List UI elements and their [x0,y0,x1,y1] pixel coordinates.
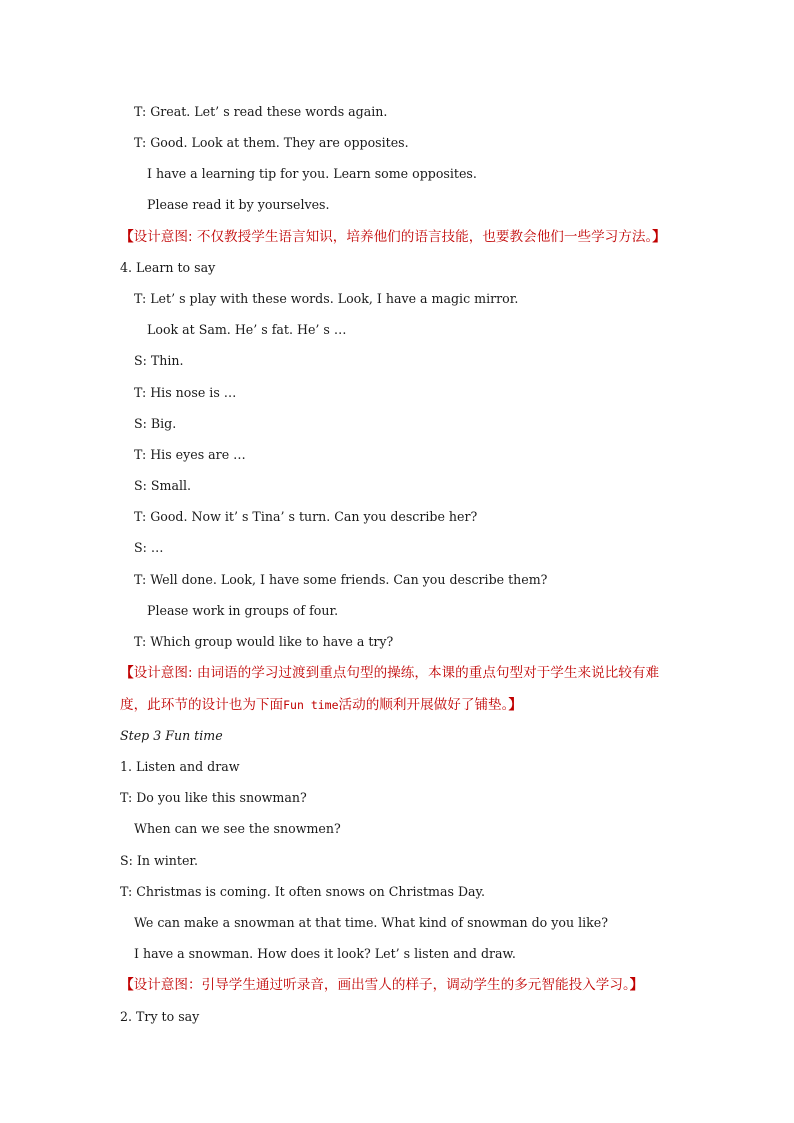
step-heading: Step 3 Fun time [120,728,223,743]
dialogue-line: S: Big. [134,416,177,431]
note-open-bracket: 【 [120,977,134,993]
section-heading: 4. Learn to say [120,260,216,275]
note-text: 设计意图: 由词语的学习过渡到重点句型的操练，本课的重点句型对于学生来说比较有难 [133,665,660,681]
dialogue-line: I have a snowman. How does it look? Let’ s listen and draw. [134,946,516,961]
design-intent-note [120,976,643,994]
dialogue-line: Please read it by yourselves. [147,197,330,212]
dialogue-line: T: Let’ s play with these words. Look, I have a magic mirror. [134,291,519,306]
dialogue-line: T: His nose is … [134,385,237,400]
section-heading: 1. Listen and draw [120,759,240,774]
note-term: Fun time [283,698,339,712]
dialogue-line: T: His eyes are … [134,447,246,462]
dialogue-line: T: Good. Now it’ s Tina’ s turn. Can you describe her? [134,509,478,524]
note-open-bracket: 【 [120,229,134,245]
note-open-bracket: 【 [120,665,134,681]
note-close-bracket: 】 [508,697,523,713]
section-heading: 2. Try to say [120,1009,200,1024]
dialogue-line: S: Thin. [134,353,184,368]
dialogue-line: S: Small. [134,478,192,493]
design-intent-note [120,228,666,246]
note-text: 设计意图：引导学生通过听录音，画出雪人的样子，调动学生的多元智能投入学习。 [133,977,630,993]
dialogue-line: S: In winter. [120,853,199,868]
note-close-bracket: 】 [629,977,644,993]
dialogue-line: T: Christmas is coming. It often snows on Christmas Day. [120,884,486,899]
note-text: 设计意图: 不仅教授学生语言知识，培养他们的语言技能，也要教会他们一些学习方法。 [133,229,653,245]
dialogue-line: We can make a snowman at that time. What kind of snowman do you like? [134,915,608,930]
dialogue-line: T: Good. Look at them. They are opposites. [134,135,409,150]
dialogue-line: Look at Sam. He’ s fat. He’ s … [147,322,347,337]
dialogue-line: T: Great. Let’ s read these words again. [134,104,388,119]
dialogue-line: I have a learning tip for you. Learn some opposites. [147,166,477,181]
note-close-bracket: 】 [652,229,666,245]
dialogue-line: T: Which group would like to have a try? [134,634,394,649]
dialogue-line: When can we see the snowmen? [134,821,341,836]
note-text: 活动的顺利开展做好了铺垫。 [338,697,509,713]
dialogue-line: Please work in groups of four. [147,603,339,618]
design-intent-note-continued [120,696,522,714]
dialogue-line: T: Well done. Look, I have some friends. Can you describe them? [134,572,548,587]
dialogue-line: T: Do you like this snowman? [120,790,307,805]
note-text: 度，此环节的设计也为下面 [120,697,284,713]
dialogue-line: S: … [134,540,164,555]
design-intent-note [120,664,659,682]
